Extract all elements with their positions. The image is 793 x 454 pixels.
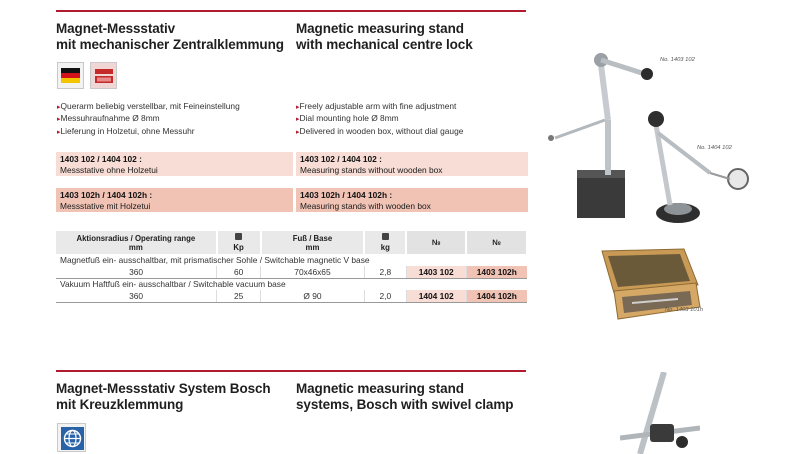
list-item: ▸ Freely adjustable arm with fine adjustment	[296, 101, 463, 113]
table-note-row: Magnetfuß ein- ausschaltbar, mit prismatischer Sohle / Switchable magnetic V base	[60, 255, 370, 265]
table-header-row	[56, 231, 527, 254]
bullet-list-de	[57, 101, 240, 138]
table-note-row: Vakuum Haftfuß ein- ausschaltbar / Switchable vacuum base	[60, 279, 286, 290]
weight-icon	[382, 233, 389, 240]
section2-title-en: Magnetic measuring stand systems, Bosch with swivel clamp	[296, 381, 514, 412]
list-item: ▸ Delivered in wooden box, without dial gauge	[296, 126, 463, 138]
table-row: 360 60 70x46x65 2,8 1403 102 1403 102h	[56, 266, 527, 278]
wooden-box-icon	[90, 62, 117, 89]
list-item: ▸ Lieferung in Holzetui, ohne Messuhr	[57, 126, 240, 138]
list-item: ▸ Querarm beliebig verstellbar, mit Feineinstellung	[57, 101, 240, 113]
spec-table	[56, 231, 528, 303]
section1-title-en: Magnetic measuring stand with mechanical centre lock	[296, 21, 473, 52]
bosch-stand-image	[620, 372, 700, 454]
band-without-box-de: 1403 102 / 1404 102 : Messstative ohne Holzetui	[56, 152, 293, 176]
header-no2: №	[466, 231, 527, 254]
header-weight: kg	[364, 231, 406, 254]
caption-1403-101h: No. 1403 101h	[665, 307, 704, 313]
band-with-box-de: 1403 102h / 1404 102h : Messstative mit Holzetui	[56, 188, 293, 212]
section2-top-rule	[56, 370, 526, 372]
globe-icon	[57, 423, 86, 452]
header-base: Fuß / Base mm	[261, 231, 365, 254]
section1-title-de: Magnet-Messstativ mit mechanischer Zentralklemmung	[56, 21, 284, 52]
magnetic-stand-image	[535, 40, 665, 220]
header-no1: №	[406, 231, 466, 254]
header-radius: Aktionsradius / Operating range mm	[56, 231, 217, 254]
list-item: ▸ Dial mounting hole Ø 8mm	[296, 113, 463, 125]
band-with-box-en: 1403 102h / 1404 102h : Measuring stands with wooden box	[296, 188, 528, 212]
section1-top-rule	[56, 10, 526, 12]
vacuum-stand-image	[648, 105, 758, 227]
table-row: 360 25 Ø 90 2,0 1404 102 1404 102h	[56, 290, 527, 302]
bullet-list-en	[296, 101, 463, 138]
magnet-force-icon	[235, 233, 242, 240]
caption-1403-102: No. 1403 102	[660, 57, 695, 63]
list-item: ▸ Messuhraufnahme Ø 8mm	[57, 113, 240, 125]
flag-germany-icon	[57, 62, 84, 89]
caption-1404-102: No. 1404 102	[697, 145, 732, 151]
section2-title-de: Magnet-Messstativ System Bosch mit Kreuzklemmung	[56, 381, 271, 412]
header-force: Kp	[217, 231, 261, 254]
band-without-box-en: 1403 102 / 1404 102 : Measuring stands without wooden box	[296, 152, 528, 176]
